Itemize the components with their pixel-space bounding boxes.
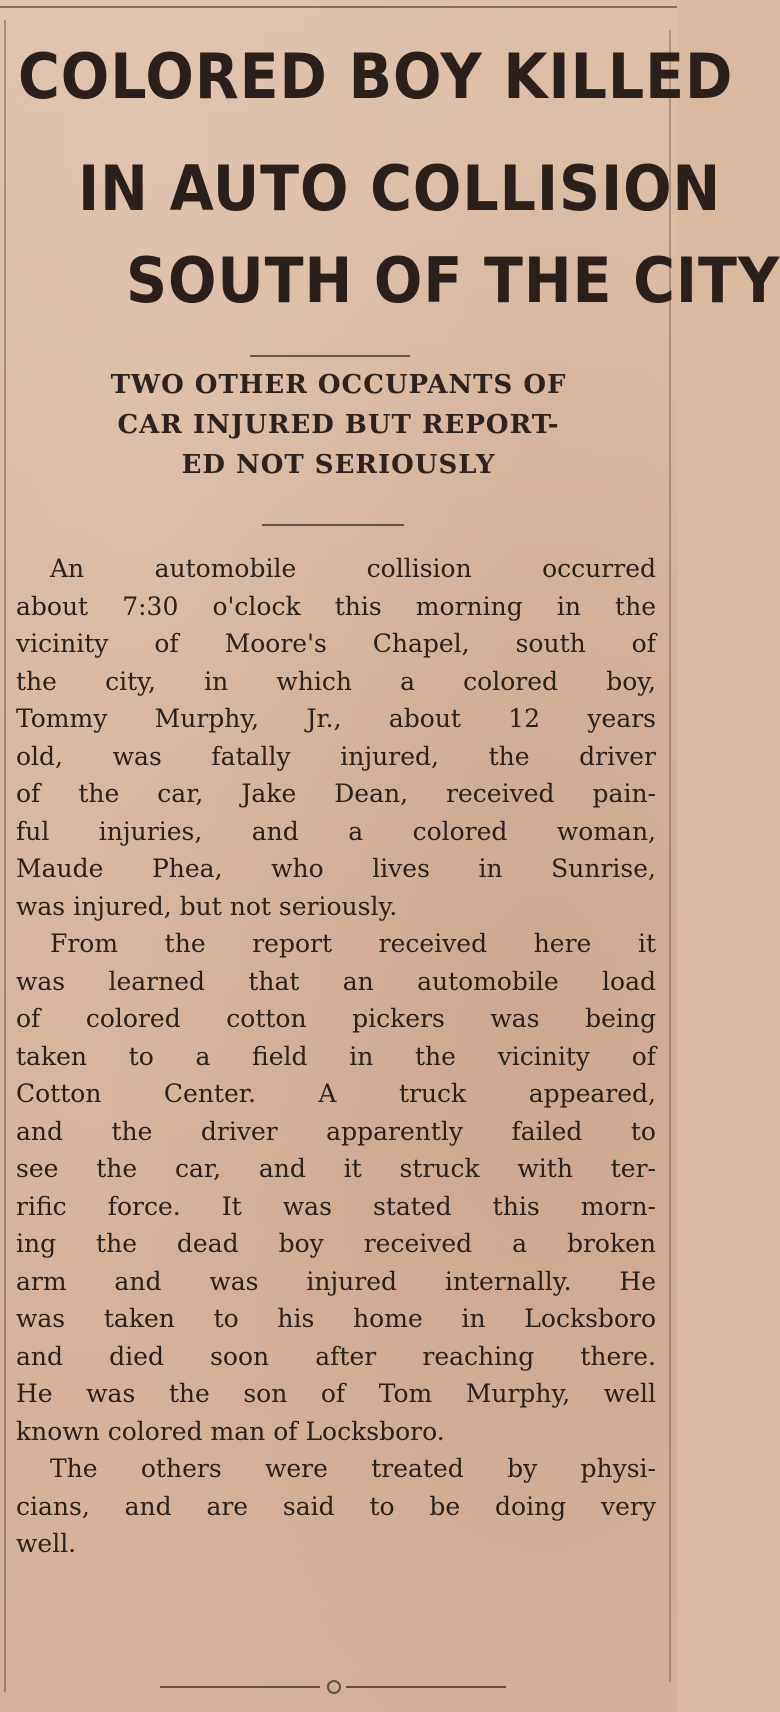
article-line-7: of the car, Jake Dean, received pain- xyxy=(16,779,656,808)
article-line-10: was injured, but not seriously. xyxy=(16,891,398,921)
top-rule xyxy=(0,6,677,8)
subhead-line-2: CAR INJURED BUT REPORT- xyxy=(117,410,560,440)
article-line-11: From the report received here it xyxy=(50,929,656,958)
end-divider xyxy=(160,1680,506,1692)
end-divider-right-bar xyxy=(346,1686,506,1688)
article-line-19: ing the dead boy received a broken xyxy=(16,1229,656,1258)
subhead-line-1: TWO OTHER OCCUPANTS OF xyxy=(110,370,567,400)
article-line-18: rific force. It was stated this morn- xyxy=(16,1191,656,1221)
article-line-1: An automobile collision occurred xyxy=(50,554,656,583)
article-body xyxy=(16,550,656,1563)
article-line-27: well. xyxy=(16,1529,77,1558)
end-divider-circle xyxy=(327,1680,341,1694)
article-line-16: and the driver apparently failed to xyxy=(16,1116,656,1146)
left-column-rule xyxy=(4,20,6,1692)
article-line-13: of colored cotton pickers was being xyxy=(16,1004,656,1033)
article-line-12: was learned that an automobile load xyxy=(16,966,656,996)
article-line-9: Maude Phea, who lives in Sunrise, xyxy=(16,854,656,883)
article-line-25: The others were treated by physi- xyxy=(50,1454,656,1483)
subhead-line-3: ED NOT SERIOUSLY xyxy=(181,450,496,480)
article-line-3: vicinity of Moore's Chapel, south of xyxy=(16,629,656,658)
article-line-6: old, was fatally injured, the driver xyxy=(16,741,656,771)
headline-line-3: SOUTH OF THE CITY xyxy=(126,244,780,317)
article-line-20: arm and was injured internally. He xyxy=(16,1266,656,1296)
article-line-8: ful injuries, and a colored woman, xyxy=(16,816,656,846)
article-line-14: taken to a field in the vicinity of xyxy=(16,1041,656,1071)
article-line-23: He was the son of Tom Murphy, well xyxy=(16,1379,656,1408)
end-divider-left-bar xyxy=(160,1686,320,1688)
article-line-24: known colored man of Locksboro. xyxy=(16,1416,445,1446)
article-line-2: about 7:30 o'clock this morning in the xyxy=(16,591,656,621)
article-line-21: was taken to his home in Locksboro xyxy=(16,1304,656,1333)
subheadline xyxy=(16,365,661,485)
divider-after-subhead xyxy=(262,524,404,526)
article-line-17: see the car, and it struck with ter- xyxy=(16,1154,656,1183)
article-line-15: Cotton Center. A truck appeared, xyxy=(16,1079,656,1108)
article-line-22: and died soon after reaching there. xyxy=(16,1341,656,1371)
headline-line-2: IN AUTO COLLISION xyxy=(78,152,722,225)
divider-after-headline xyxy=(250,355,410,357)
headline-line-1: COLORED BOY KILLED xyxy=(18,40,734,113)
article-line-26: cians, and are said to be doing very xyxy=(16,1491,656,1521)
article-line-4: the city, in which a colored boy, xyxy=(16,666,656,696)
article-line-5: Tommy Murphy, Jr., about 12 years xyxy=(16,704,656,733)
